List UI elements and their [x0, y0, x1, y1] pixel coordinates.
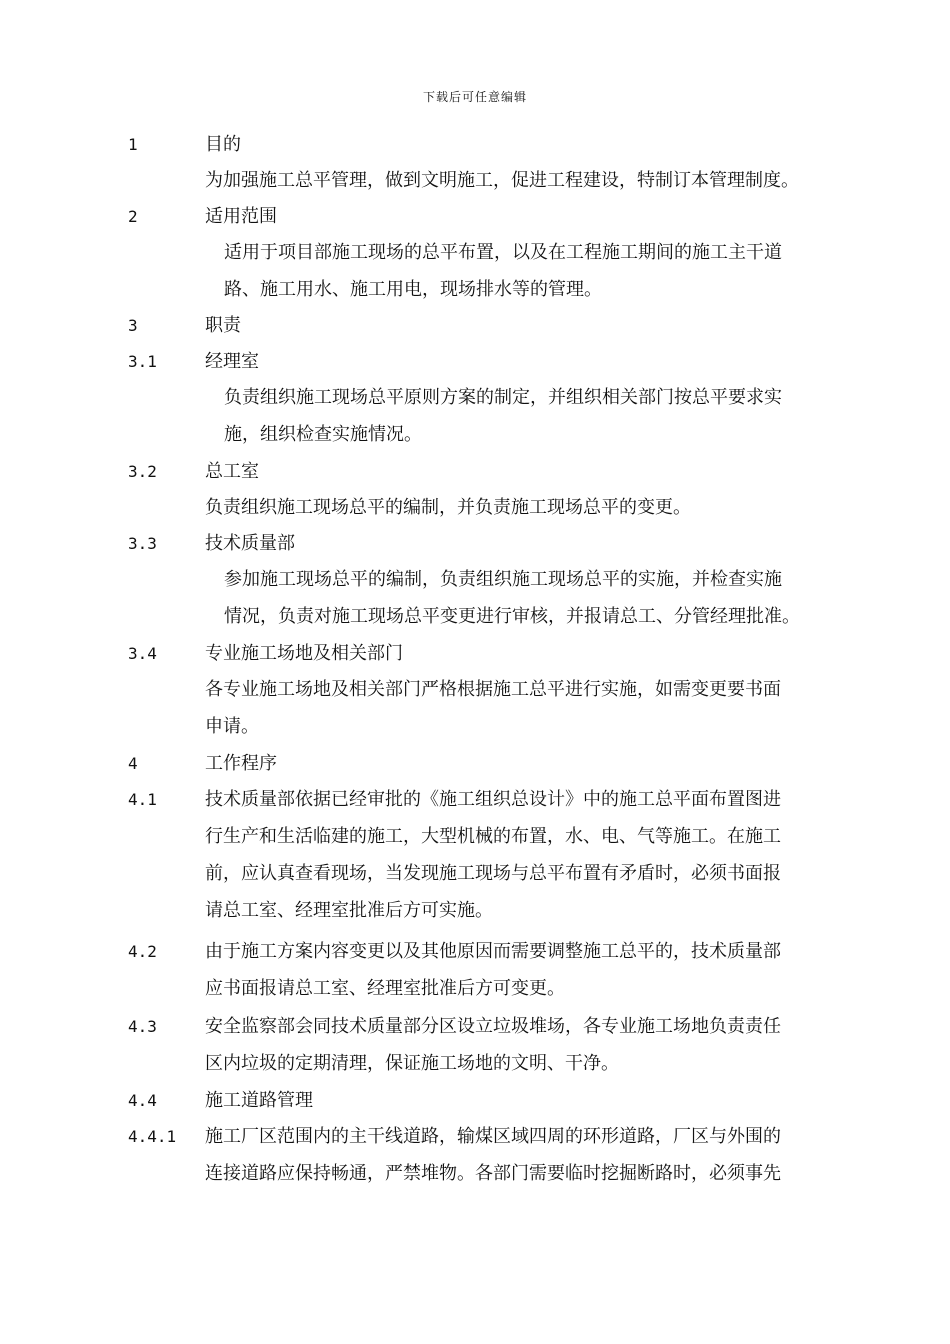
section-number: 4: [128, 754, 138, 773]
paragraph-text: 参加施工现场总平的编制，负责组织施工现场总平的实施，并检查实施: [224, 569, 782, 590]
paragraph-text: 为加强施工总平管理，做到文明施工，促进工程建设，特制订本管理制度。: [205, 170, 799, 191]
section-title: 工作程序: [205, 753, 277, 774]
section-title: 目的: [205, 134, 241, 155]
paragraph-text: 由于施工方案内容变更以及其他原因而需要调整施工总平的，技术质量部: [205, 941, 781, 962]
section-number: 3.1: [128, 352, 157, 371]
paragraph-line: [0, 856, 950, 892]
section-title: 经理室: [205, 351, 259, 372]
section-number: 2: [128, 207, 138, 226]
section-title: 技术质量部: [205, 533, 295, 554]
paragraph-line: [0, 490, 950, 526]
section-title: 施工道路管理: [205, 1090, 313, 1111]
paragraph-line: [0, 562, 950, 598]
subsection-3-1-heading: [0, 344, 950, 380]
paragraph-text: 适用于项目部施工现场的总平布置，以及在工程施工期间的施工主干道: [224, 242, 782, 263]
section-title: 总工室: [205, 461, 259, 482]
section-title: 适用范围: [205, 206, 277, 227]
subsection-4-2-line: [0, 934, 950, 970]
section-3-heading: [0, 308, 950, 344]
paragraph-text: 申请。: [205, 716, 259, 737]
paragraph-text: 负责组织施工现场总平的编制，并负责施工现场总平的变更。: [205, 497, 691, 518]
section-number: 4.4: [128, 1091, 157, 1110]
section-number: 3: [128, 316, 138, 335]
paragraph-text: 连接道路应保持畅通，严禁堆物。各部门需要临时挖掘断路时，必须事先: [205, 1163, 781, 1184]
paragraph-text: 区内垃圾的定期清理，保证施工场地的文明、干净。: [205, 1053, 619, 1074]
paragraph-line: [0, 1046, 950, 1082]
paragraph-text: 路、施工用水、施工用电，现场排水等的管理。: [224, 279, 602, 300]
subsection-4-4-heading: [0, 1083, 950, 1119]
section-number: 1: [128, 135, 138, 154]
section-number: 3.3: [128, 534, 157, 553]
paragraph-line: [0, 1156, 950, 1192]
section-number: 3.2: [128, 462, 157, 481]
subsection-4-1-line: [0, 782, 950, 818]
paragraph-line: [0, 235, 950, 271]
subsection-3-2-heading: [0, 454, 950, 490]
paragraph-text: 施工厂区范围内的主干线道路，输煤区域四周的环形道路，厂区与外围的: [205, 1126, 781, 1147]
paragraph-line: [0, 380, 950, 416]
paragraph-line: [0, 971, 950, 1007]
paragraph-line: [0, 417, 950, 453]
paragraph-text: 行生产和生活临建的施工，大型机械的布置，水、电、气等施工。在施工: [205, 826, 781, 847]
paragraph-line: [0, 163, 950, 199]
section-2-heading: [0, 199, 950, 235]
page-header-note: 下载后可任意编辑: [422, 90, 527, 104]
section-number: 4.4.1: [128, 1127, 177, 1146]
subsection-4-4-1-line: [0, 1119, 950, 1155]
paragraph-line: [0, 672, 950, 708]
paragraph-text: 情况，负责对施工现场总平变更进行审核，并报请总工、分管经理批准。: [224, 606, 800, 627]
paragraph-text: 前，应认真查看现场，当发现施工现场与总平布置有矛盾时，必须书面报: [205, 863, 781, 884]
section-number: 4.3: [128, 1017, 157, 1036]
paragraph-text: 各专业施工场地及相关部门严格根据施工总平进行实施，如需变更要书面: [205, 679, 781, 700]
paragraph-line: [0, 272, 950, 308]
paragraph-text: 安全监察部会同技术质量部分区设立垃圾堆场，各专业施工场地负责责任: [205, 1016, 781, 1037]
paragraph-text: 技术质量部依据已经审批的《施工组织总设计》中的施工总平面布置图进: [205, 789, 781, 810]
subsection-4-3-line: [0, 1009, 950, 1045]
subsection-3-4-heading: [0, 636, 950, 672]
paragraph-line: [0, 599, 950, 635]
section-1-heading: [0, 127, 950, 163]
section-title: 专业施工场地及相关部门: [205, 643, 403, 664]
paragraph-text: 请总工室、经理室批准后方可实施。: [205, 900, 493, 921]
section-number: 4.1: [128, 790, 157, 809]
subsection-3-3-heading: [0, 526, 950, 562]
section-number: 4.2: [128, 942, 157, 961]
paragraph-text: 应书面报请总工室、经理室批准后方可变更。: [205, 978, 565, 999]
paragraph-text: 施，组织检查实施情况。: [224, 424, 422, 445]
section-title: 职责: [205, 315, 241, 336]
paragraph-line: [0, 709, 950, 745]
paragraph-line: [0, 819, 950, 855]
section-number: 3.4: [128, 644, 157, 663]
section-4-heading: [0, 746, 950, 782]
paragraph-line: [0, 893, 950, 929]
paragraph-text: 负责组织施工现场总平原则方案的制定，并组织相关部门按总平要求实: [224, 387, 782, 408]
